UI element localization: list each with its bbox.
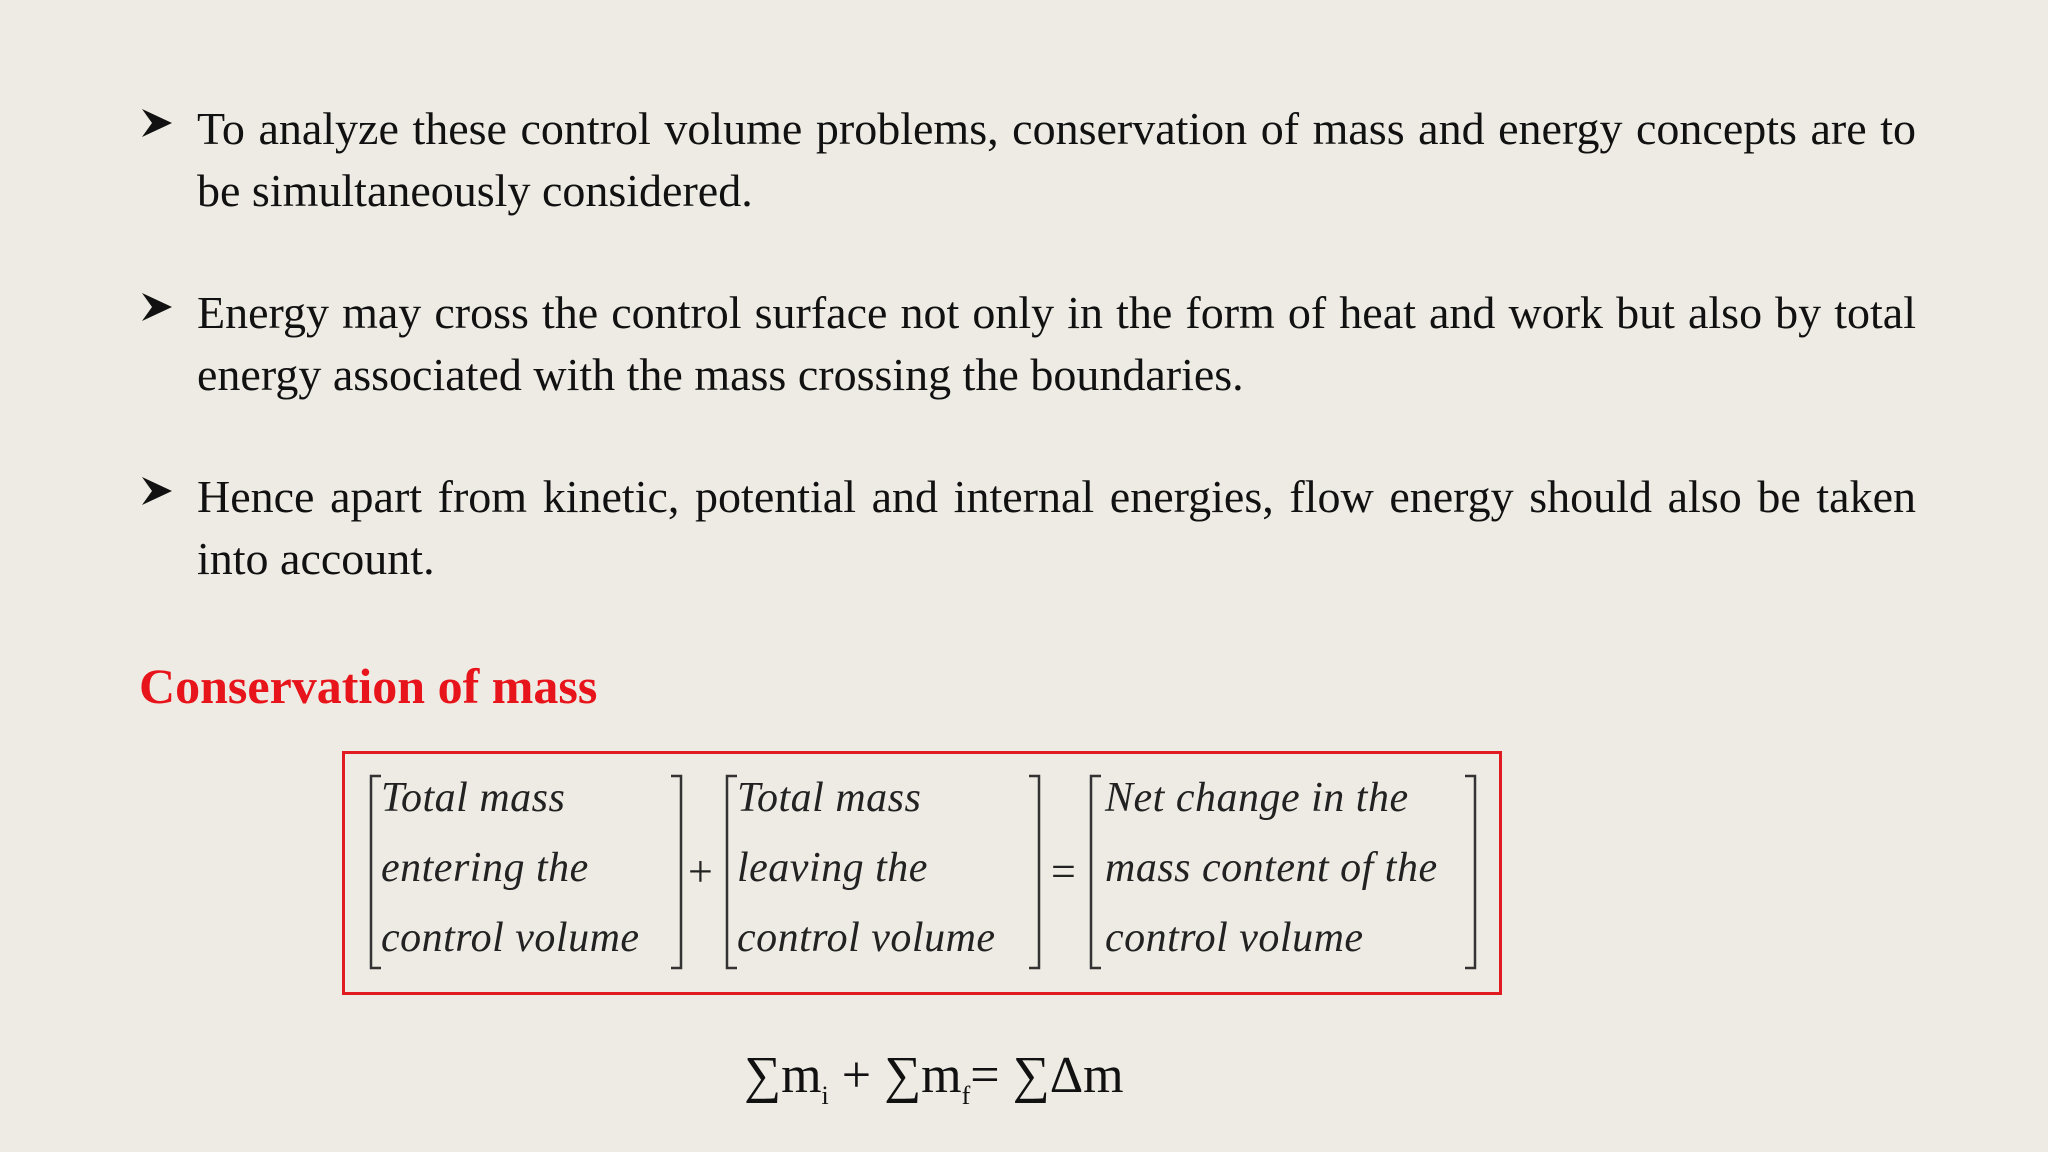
term-line: Total mass: [381, 775, 566, 821]
mass-balance-formula: [744, 1046, 1124, 1126]
arrowhead-bullet-icon: [140, 474, 174, 508]
bullet-item: [140, 282, 1916, 406]
term-line: mass content of the: [1105, 845, 1438, 891]
term-line: leaving the: [737, 845, 928, 891]
term-line: Total mass: [737, 775, 922, 821]
mass-balance-equation-box: [342, 751, 1502, 995]
equals-operator: =: [1051, 847, 1076, 896]
term-line: Net change in the: [1105, 775, 1409, 821]
term-mass-leaving: [723, 774, 1043, 970]
formula-rhs: ∑Δm: [1012, 1047, 1124, 1104]
bullet-text: To analyze these control volume problems, conservation of mass and energy concepts are to be simultaneously considered.: [197, 103, 1916, 216]
formula-equals: =: [970, 1047, 1013, 1104]
bullet-text: Hence apart from kinetic, potential and internal energies, flow energy should also be taken into account.: [197, 471, 1916, 584]
formula-subscript-i: i: [821, 1081, 829, 1110]
term-line: entering the: [381, 845, 589, 891]
formula-plus: +: [828, 1047, 885, 1104]
formula-sum-mf: ∑m: [884, 1047, 962, 1104]
term-mass-entering: [367, 774, 685, 970]
plus-operator: +: [688, 847, 713, 896]
arrowhead-bullet-icon: [140, 106, 174, 140]
term-line: control volume: [737, 915, 996, 961]
arrowhead-bullet-icon: [140, 290, 174, 324]
term-line: control volume: [1105, 915, 1364, 961]
bullet-item: [140, 98, 1916, 222]
bullet-item: [140, 466, 1916, 590]
bullet-text: Energy may cross the control surface not only in the form of heat and work but also by total energy associated with the mass crossing the boundaries.: [197, 287, 1916, 400]
section-heading: Conservation of mass: [139, 658, 598, 714]
formula-subscript-f: f: [961, 1081, 971, 1110]
term-line: control volume: [381, 915, 640, 961]
formula-sum-mi: ∑m: [744, 1047, 822, 1104]
term-net-change: [1087, 774, 1481, 970]
